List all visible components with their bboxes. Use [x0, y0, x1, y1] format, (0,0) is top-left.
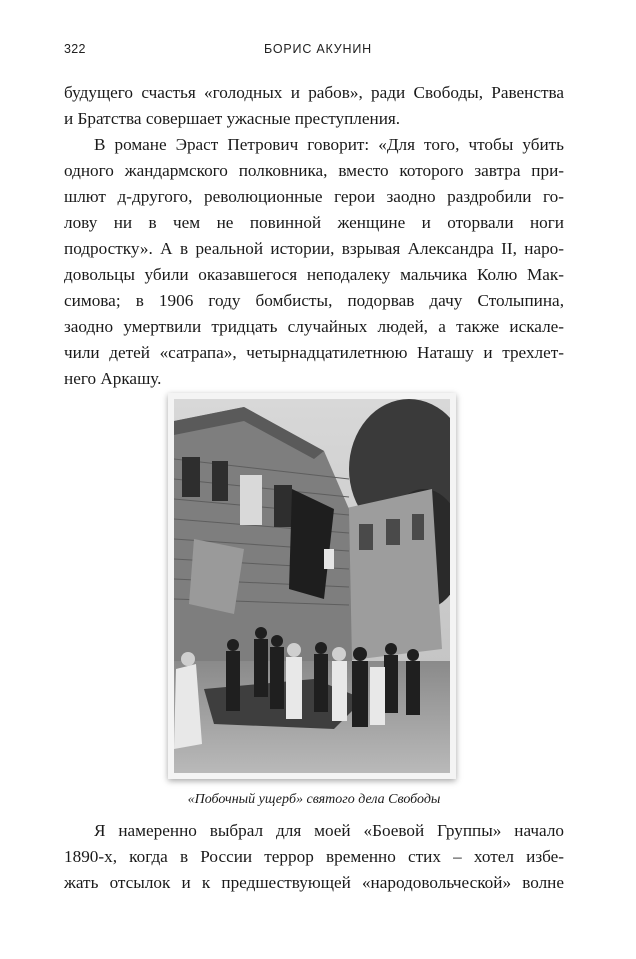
body-text-bottom [64, 818, 564, 896]
body-text-top [64, 80, 564, 392]
historical-photo [168, 393, 456, 779]
text-line: шлют д-другого, революционные герои заодно раздробили го- [64, 187, 564, 206]
text-line: В романе Эраст Петрович говорит: «Для того, чтобы убить [94, 135, 564, 154]
page-number: 322 [64, 42, 86, 56]
running-header [64, 42, 572, 62]
photo-caption: «Побочный ущерб» святого дела Свободы [187, 792, 441, 807]
text-line: него Аркашу. [64, 369, 162, 388]
text-line: подростку». А в реальной истории, взрывая Александра II, наро- [64, 239, 564, 258]
text-line: довольцы убили оказавшегося неподалеку мальчика Колю Мак- [64, 265, 564, 284]
text-line: жать отсылок и к предшествующей «народовольческой» волне [64, 873, 564, 892]
text-line: 1890-х, когда в России террор временно стих – хотел избе- [64, 847, 564, 866]
text-line: заодно умертвили тридцать случайных людей, а также искале- [64, 317, 564, 336]
text-line: симова; в 1906 году бомбисты, подорвав дачу Столыпина, [64, 291, 564, 310]
text-line: чили детей «сатрапа», четырнадцатилетнюю Наташу и трехлет- [64, 343, 564, 362]
text-line: будущего счастья «голодных и рабов», ради Свободы, Равенства [64, 83, 564, 102]
photo-image [174, 399, 450, 773]
text-line: и Братства совершает ужасные преступления. [64, 109, 401, 128]
text-line: лову ни в чем не повинной женщине и оторвали ноги [64, 213, 564, 232]
text-line: Я намеренно выбрал для моей «Боевой Группы» начало [94, 821, 564, 840]
text-line: одного жандармского полковника, вместо которого завтра при- [64, 161, 564, 180]
book-author-header: БОРИС АКУНИН [264, 42, 372, 56]
